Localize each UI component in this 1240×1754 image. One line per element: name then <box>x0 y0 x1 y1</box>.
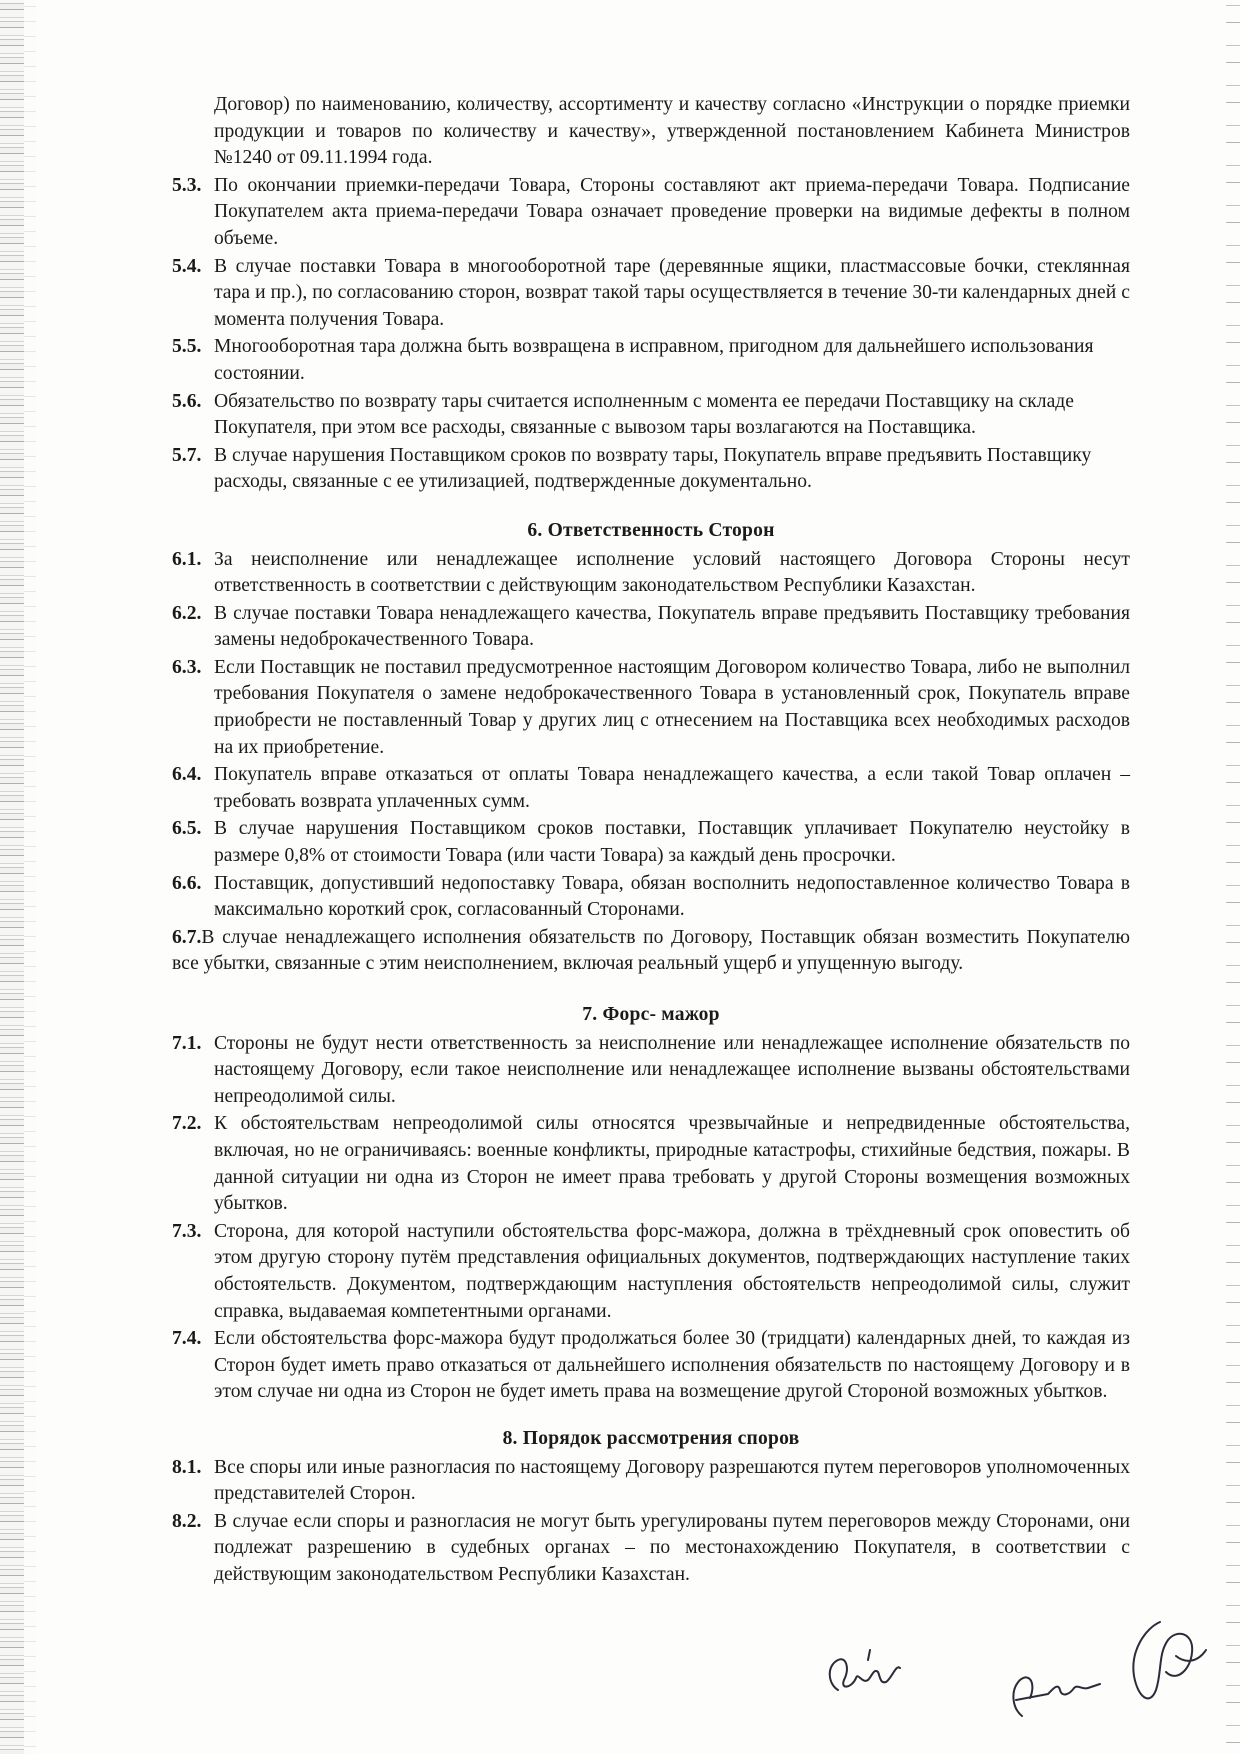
clause-number: 5.3. <box>172 174 202 196</box>
section-5-list <box>172 173 1130 496</box>
signature-initials-right <box>1133 1622 1206 1698</box>
clause-text: К обстоятельствам непреодолимой силы относятся чрезвычайные и непредвиденные обстоятельства, включая, но не ограничиваясь: военные конфликты, природные катастрофы, стихийные бедствия, пожары. В данной ситуации ни одна из Сторон не имеет права требовать у другой Стороны возмещения возможных убытков. <box>214 1113 1130 1215</box>
clause-8-2 <box>172 1509 1130 1589</box>
clause-number: 5.5. <box>172 336 202 358</box>
clause-number: 5.4. <box>172 255 202 277</box>
clause-text: Сторона, для которой наступили обстоятельства форс-мажора, должна в трёхдневный срок оповестить об этом другую сторону путём представления официальных документов, подтверждающих наступление таких обстоятельств. Документом, подтверждающим наступления обстоятельств непреодолимой силы, служит справка, выдаваемая компетентными органами. <box>214 1220 1130 1322</box>
clause-6-5 <box>172 816 1130 869</box>
scan-edge-right <box>1226 0 1240 1754</box>
clause-text: В случае нарушения Поставщиком сроков по возврату тары, Покупатель вправе предъявить Поставщику расходы, связанные с ее утилизацией, подтвержденные документально. <box>214 444 1092 493</box>
section-8-list <box>172 1455 1130 1589</box>
clause-number: 6.2. <box>172 602 202 624</box>
signature-initials-left <box>830 1650 900 1690</box>
clause-number: 5.6. <box>172 390 202 412</box>
clause-number: 7.4. <box>172 1328 202 1350</box>
clause-6-6 <box>172 871 1130 924</box>
clause-5-5 <box>172 334 1130 387</box>
clause-text: Если обстоятельства форс-мажора будут продолжаться более 30 (тридцати) календарных дней, то каждая из Сторон будет иметь право отказаться от дальнейшего исполнения обязательств по настоящему Договору и в этом случае ни одна из Сторон не будет иметь права на возмещение другой Стороной возможных убытков. <box>214 1328 1130 1403</box>
clause-6-1 <box>172 547 1130 600</box>
clause-5-7 <box>172 443 1130 496</box>
section-8-heading: 8. Порядок рассмотрения споров <box>502 1427 800 1449</box>
intro-paragraph: Договор) по наименованию, количеству, ассортименту и качеству согласно «Инструкции о порядке приемки продукции и товаров по количеству и качеству», утвержденной постановлением Кабинета Министров №1240 от 09.11.1994 года. <box>214 94 1130 169</box>
clause-7-1 <box>172 1031 1130 1111</box>
clause-text: За неисполнение или ненадлежащее исполнение условий настоящего Договора Стороны несут ответственность в соответствии с действующим законодательством Республики Казахстан. <box>214 548 1130 597</box>
clause-number: 6.4. <box>172 764 202 786</box>
clause-number: 6.1. <box>172 548 202 570</box>
scan-edge-left-inner <box>24 0 36 1754</box>
clause-text: Все споры или иные разногласия по настоящему Договору разрешаются путем переговоров уполномоченных представителей Сторон. <box>214 1456 1130 1505</box>
clause-text: Поставщик, допустивший недопоставку Товара, обязан восполнить недопоставленное количество Товара в максимально короткий срок, согласованный Сторонами. <box>214 872 1130 921</box>
clause-6-7 <box>172 925 1130 978</box>
section-7-list <box>172 1031 1130 1406</box>
clause-number: 6.7. <box>172 926 202 948</box>
clause-text: По окончании приемки-передачи Товара, Стороны составляют акт приема-передачи Товара. Подписание Покупателем акта приема-передачи Товара означает проведение проверки на видимые дефекты в полном объеме. <box>214 174 1130 249</box>
clause-number: 7.2. <box>172 1113 202 1135</box>
clause-text: В случае если споры и разногласия не могут быть урегулированы путем переговоров между Сторонами, они подлежат разрешению в судебных органах – по местонахождению Покупателя, в соответствии с действующим законодательством Республики Казахстан. <box>214 1510 1130 1585</box>
clause-6-4 <box>172 762 1130 815</box>
clause-7-4 <box>172 1326 1130 1406</box>
clause-number: 7.1. <box>172 1032 202 1054</box>
clause-7-3 <box>172 1219 1130 1325</box>
clause-number: 8.1. <box>172 1456 202 1478</box>
clause-6-2 <box>172 601 1130 654</box>
clause-text: Многооборотная тара должна быть возвращена в исправном, пригодном для дальнейшего использования состоянии. <box>214 336 1094 384</box>
section-6-list <box>172 547 1130 979</box>
clause-number: 5.7. <box>172 444 202 466</box>
signature-initials-middle <box>1013 1677 1100 1716</box>
signature-group <box>830 1622 1206 1716</box>
clause-text: В случае поставки Товара в многооборотной таре (деревянные ящики, пластмассовые бочки, стеклянная тара и пр.), по согласованию сторон, возврат такой тары осуществляется в течение 30-ти календарных дней с момента получения Товара. <box>214 255 1130 330</box>
clause-text: В случае нарушения Поставщиком сроков поставки, Поставщик уплачивает Покупателю неустойку в размере 0,8% от стоимости Товара (или части Товара) за каждый день просрочки. <box>214 818 1130 867</box>
clause-text: В случае поставки Товара ненадлежащего качества, Покупатель вправе предъявить Поставщику требования замены недоброкачественного Товара. <box>214 602 1130 651</box>
clause-text: Покупатель вправе отказаться от оплаты Товара ненадлежащего качества, а если такой Товар оплачен – требовать возврата уплаченных сумм. <box>214 764 1130 812</box>
clause-number: 7.3. <box>172 1220 202 1242</box>
clause-text: Если Поставщик не поставил предусмотренное настоящим Договором количество Товара, либо не выполнил требования Покупателя о замене недоброкачественного Товара в установленный срок, Покупатель вправе приобрести не поставленный Товар у других лиц с отнесением на Поставщика всех необходимых расходов на их приобретение. <box>214 656 1130 758</box>
document-page <box>172 92 1130 1589</box>
clause-number: 8.2. <box>172 1510 202 1532</box>
clause-8-1 <box>172 1455 1130 1508</box>
clause-5-4 <box>172 254 1130 334</box>
clause-text: Обязательство по возврату тары считается исполненным с момента ее передачи Поставщику на складе Покупателя, при этом все расходы, связанные с вывозом тары возлагаются на Поставщика. <box>214 390 1074 439</box>
clause-5-6 <box>172 389 1130 442</box>
clause-number: 6.3. <box>172 656 202 678</box>
clause-5-3 <box>172 173 1130 253</box>
clause-7-2 <box>172 1111 1130 1217</box>
clause-number: 6.5. <box>172 818 202 840</box>
clause-text: Стороны не будут нести ответственность за неисполнение или ненадлежащее исполнение обязательств по настоящему Договору, если такое неисполнение или ненадлежащее исполнение вызваны обстоятельствами непреодолимой силы. <box>214 1032 1130 1107</box>
scan-edge-left <box>0 0 24 1754</box>
clause-text: В случае ненадлежащего исполнения обязательств по Договору, Поставщик обязан возместить Покупателю все убытки, связанные с этим неисполнением, включая реальный ущерб и упущенную выгоду. <box>172 926 1130 975</box>
clause-number: 6.6. <box>172 872 202 894</box>
section-7-heading: 7. Форс- мажор <box>582 1004 720 1025</box>
section-6-heading: 6. Ответственность Сторон <box>527 519 775 541</box>
clause-6-3 <box>172 655 1130 761</box>
